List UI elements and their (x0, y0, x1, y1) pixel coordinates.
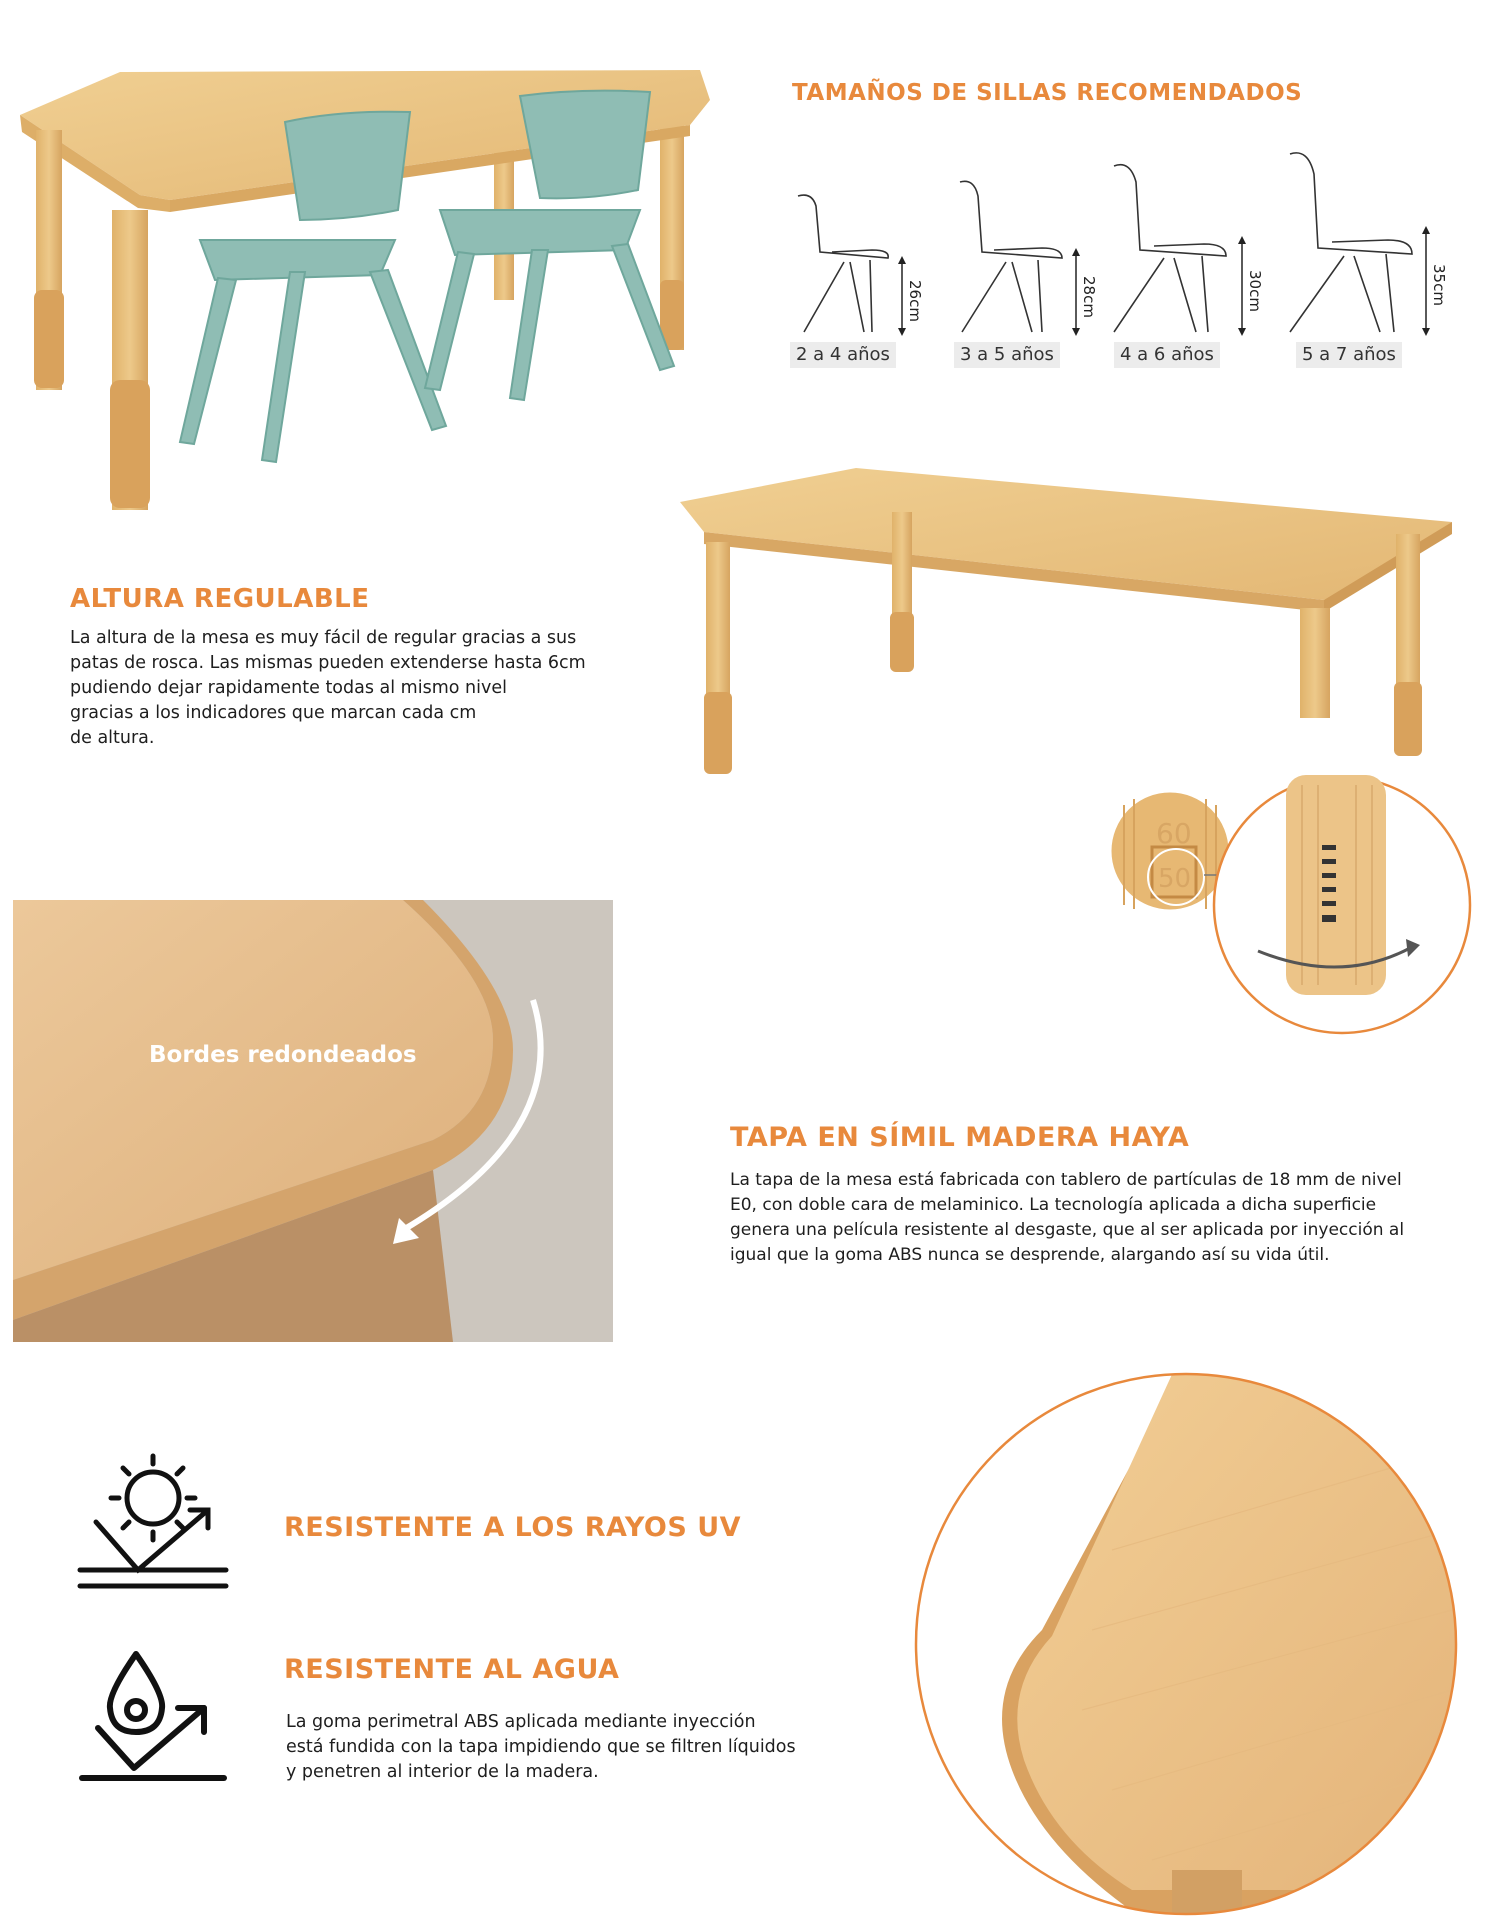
sun-surface-icon (78, 1450, 228, 1600)
rounded-edges-caption: Bordes redondeados (149, 1042, 417, 1068)
adjustable-table-image (676, 462, 1456, 792)
chair-size-diagrams (780, 140, 1460, 340)
chair-height-1: 26cm (906, 280, 924, 322)
chair-height-3: 30cm (1246, 270, 1264, 312)
chair-age-4: 5 a 7 años (1296, 342, 1402, 368)
chair-age-2: 3 a 5 años (954, 342, 1060, 368)
tabletop-corner-zoom (912, 1370, 1460, 1918)
table-with-chairs-image (0, 40, 720, 480)
chair-height-4: 35cm (1430, 264, 1448, 306)
water-drop-surface-icon (78, 1646, 228, 1796)
leg-detail-zoom (1106, 775, 1466, 1037)
uv-resistant-title: RESISTENTE A LOS RAYOS UV (284, 1512, 742, 1543)
gauge-lower-value: 50 (1158, 864, 1192, 894)
chair-height-2: 28cm (1080, 276, 1098, 318)
beech-top-title: TAPA EN SÍMIL MADERA HAYA (730, 1122, 1190, 1153)
water-resistant-text: La goma perimetral ABS aplicada mediante inyección está fundida con la tapa impidiendo que se filtren líquidos y penetren al interior de la madera. (286, 1712, 796, 1782)
height-adjustable-text: La altura de la mesa es muy fácil de regular gracias a sus patas de rosca. Las mismas pueden extenderse hasta 6cm pudiendo dejar rapidamente todas al mismo nivel gracias a los indicadores que marcan cada cm de altura. (70, 628, 586, 748)
rounded-edges-photo (13, 900, 613, 1342)
beech-top-text: La tapa de la mesa está fabricada con tablero de partículas de 18 mm de nivel E0, con doble cara de melaminico. La tecnología aplicada a dicha superficie genera una película resistente al desgaste, que al ser aplicada por inyección al igual que la goma ABS nunca se desprende, alargando así su vida útil. (730, 1170, 1405, 1265)
chair-sizes-title: TAMAÑOS DE SILLAS RECOMENDADOS (792, 80, 1303, 106)
height-adjustable-title: ALTURA REGULABLE (70, 584, 370, 614)
chair-age-3: 4 a 6 años (1114, 342, 1220, 368)
gauge-upper-value: 60 (1156, 817, 1192, 850)
chair-age-1: 2 a 4 años (790, 342, 896, 368)
water-resistant-title: RESISTENTE AL AGUA (284, 1654, 620, 1685)
